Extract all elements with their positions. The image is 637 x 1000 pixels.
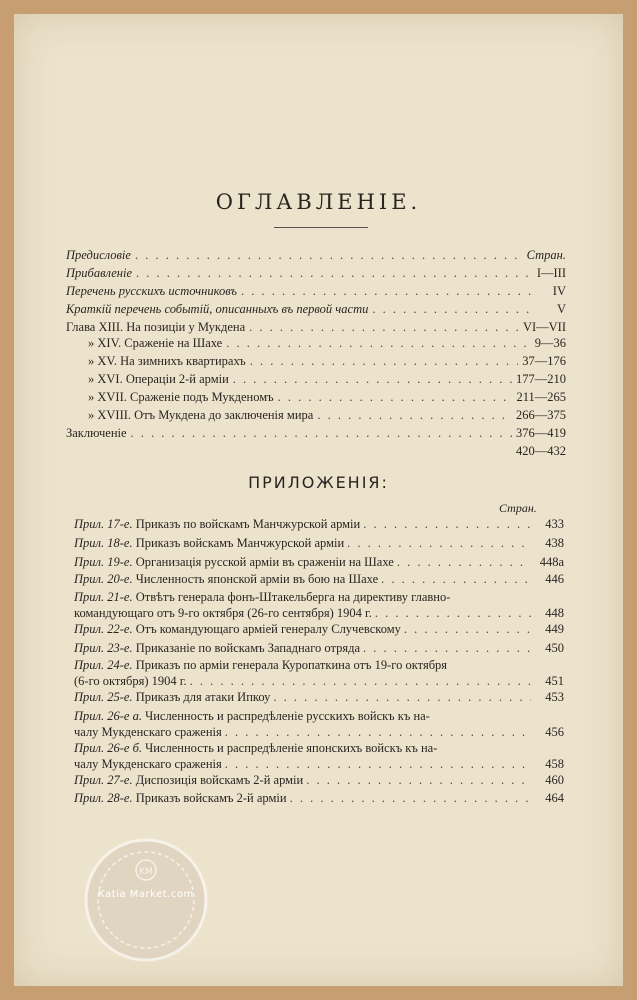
- appendix-page: 448а: [539, 555, 564, 569]
- appendix-prefix: Прил. 28-е.: [74, 791, 133, 805]
- toc-entry-page: 420—432: [516, 444, 566, 458]
- appendix-page: 458: [545, 757, 564, 771]
- appendix-text: Приказъ войскамъ Манчжурской арміи: [132, 536, 345, 550]
- toc-entry-page: 211—265: [516, 390, 566, 404]
- dot-leader: [372, 302, 532, 317]
- toc-entry-label: Прибавленіе: [66, 266, 133, 280]
- toc-entry-label: » XV. На зимнихъ квартирахъ: [88, 354, 246, 368]
- toc-entry-page: I—III: [536, 266, 566, 280]
- dot-leader: [226, 336, 531, 351]
- appendix-text: Отъ командующаго арміей генералу Случевскому: [132, 622, 401, 636]
- appendix-entry: [74, 689, 564, 705]
- appendix-page: 433: [545, 517, 564, 531]
- toc-entry: [66, 426, 566, 441]
- toc-entry: [66, 444, 566, 459]
- appendix-line: [74, 790, 564, 806]
- dot-leader: [136, 266, 532, 281]
- appendix-entry: [74, 571, 564, 587]
- appendix-line: [74, 772, 564, 788]
- appendix-entry: [74, 535, 564, 551]
- dot-leader: [225, 756, 531, 772]
- appendix-entry: [74, 772, 564, 788]
- toc-entry: [66, 390, 566, 405]
- toc-entry-page: Стран.: [526, 248, 566, 262]
- dot-leader: [278, 390, 513, 405]
- appendix-line: [74, 554, 564, 570]
- toc-entry-page: 177—210: [516, 372, 566, 386]
- svg-text:KM: KM: [139, 867, 153, 877]
- appendix-text: Приказъ по войскамъ Манчжурской арміи: [132, 517, 361, 531]
- appendix-entry: [74, 554, 564, 570]
- page-column-header: Стран.: [499, 501, 537, 515]
- appendix-line: [74, 640, 564, 656]
- dot-leader: [190, 673, 531, 689]
- appendix-line: [74, 516, 564, 532]
- appendix-text: Численность и распредѣленіе русскихъ войскъ къ на-: [141, 709, 430, 723]
- dot-leader: [225, 724, 531, 740]
- appendix-text: (6-го октября) 1904 г.: [74, 674, 187, 688]
- toc-entry-page: 376—419: [516, 426, 566, 440]
- toc-entry: [66, 336, 566, 351]
- appendix-prefix: Прил. 21-е.: [74, 590, 133, 604]
- dot-leader: [317, 408, 512, 423]
- toc-entry-label: Перечень русскихъ источниковъ: [66, 284, 237, 298]
- appendix-prefix: Прил. 26-е б.: [74, 741, 142, 755]
- appendix-line: [74, 689, 564, 705]
- appendix-line: [74, 740, 564, 756]
- appendix-text: Приказъ войскамъ 2-й арміи: [132, 791, 287, 805]
- appendix-entry: [74, 621, 564, 637]
- dot-leader: [273, 689, 531, 705]
- appendix-page: 450: [545, 641, 564, 655]
- appendices-title: ПРИЛОЖЕНІЯ:: [248, 473, 389, 492]
- dot-leader: [233, 372, 512, 387]
- appendix-page: 451: [545, 674, 564, 688]
- dot-leader: [347, 535, 531, 551]
- appendix-line: [74, 571, 564, 587]
- dot-leader: [290, 790, 531, 806]
- appendix-prefix: Прил. 18-е.: [74, 536, 133, 550]
- dot-leader: [404, 621, 531, 637]
- appendix-prefix: Прил. 27-е.: [74, 773, 133, 787]
- toc-entry-page: VI—VII: [522, 320, 566, 334]
- appendix-line: [74, 673, 564, 689]
- appendix-page: 460: [545, 773, 564, 787]
- dot-leader: [241, 284, 532, 299]
- dot-leader: [306, 772, 531, 788]
- dot-leader: [250, 354, 519, 369]
- book-page: [14, 14, 623, 986]
- appendix-prefix: Прил. 19-е.: [74, 555, 133, 569]
- appendix-page: 449: [545, 622, 564, 636]
- toc-entry-label: Заключеніе: [66, 426, 127, 440]
- toc-entry: [66, 248, 566, 263]
- appendix-line: [74, 535, 564, 551]
- dot-leader: [375, 605, 531, 621]
- appendix-text: Приказъ по арміи генерала Куропаткина отъ 19-го октября: [132, 658, 448, 672]
- appendix-prefix: Прил. 24-е.: [74, 658, 133, 672]
- watermark-logo: [80, 834, 212, 966]
- toc-entry-label: » XIV. Сраженіе на Шахе: [88, 336, 223, 350]
- toc-title: ОГЛАВЛЕНІЕ.: [215, 190, 422, 214]
- toc-entry-page: 37—176: [522, 354, 566, 368]
- dot-leader: [363, 516, 531, 532]
- appendix-text: командующаго отъ 9-го октября (26-го сентября) 1904 г.: [74, 606, 372, 620]
- toc-entry: [66, 354, 566, 369]
- toc-entry: [66, 408, 566, 423]
- appendix-entry: [74, 790, 564, 806]
- toc-entry-label: Предисловіе: [66, 248, 131, 262]
- toc-entry-label: Глава XIII. На позиціи у Мукдена: [66, 320, 246, 334]
- toc-entry-label: » XVI. Операціи 2-й арміи: [88, 372, 229, 386]
- appendix-line: [74, 708, 564, 724]
- appendix-text: Численность японской арміи въ бою на Шахе: [132, 572, 379, 586]
- appendix-entry: [74, 708, 564, 740]
- appendix-text: Приказаніе по войскамъ Западнаго отряда: [132, 641, 361, 655]
- appendix-prefix: Прил. 20-е.: [74, 572, 133, 586]
- appendix-page: 448: [545, 606, 564, 620]
- appendix-page: 456: [545, 725, 564, 739]
- appendix-text: Численность и распредѣленіе японскихъ войскъ къ на-: [141, 741, 438, 755]
- appendix-entry: [74, 657, 564, 689]
- dot-leader: [397, 554, 531, 570]
- appendix-page: 446: [545, 572, 564, 586]
- toc-entry-page: 266—375: [516, 408, 566, 422]
- appendix-entry: [74, 589, 564, 621]
- appendix-prefix: Прил. 22-е.: [74, 622, 133, 636]
- toc-entry-label: Краткій перечень событій, описанныхъ въ первой части: [66, 302, 369, 316]
- toc-entry-page: IV: [552, 284, 566, 298]
- appendix-text: Приказъ для атаки Ипкоу: [132, 690, 271, 704]
- appendix-line: [74, 621, 564, 637]
- dot-leader: [381, 571, 531, 587]
- title-underline: [274, 227, 368, 228]
- appendix-prefix: Прил. 17-е.: [74, 517, 133, 531]
- appendix-text: Диспозиція войскамъ 2-й арміи: [132, 773, 304, 787]
- appendix-entry: [74, 516, 564, 532]
- toc-entry: [66, 302, 566, 317]
- dot-leader: [363, 640, 531, 656]
- appendix-line: [74, 605, 564, 621]
- dot-leader: [249, 320, 519, 335]
- appendix-page: 453: [545, 690, 564, 704]
- appendix-text: чалу Мукденскаго сраженія: [74, 725, 222, 739]
- toc-entry: [66, 284, 566, 299]
- appendix-line: [74, 657, 564, 673]
- dot-leader: [135, 248, 523, 263]
- toc-entry-page: V: [556, 302, 566, 316]
- watermark-text: Katia Market.com: [98, 889, 194, 900]
- appendix-prefix: Прил. 23-е.: [74, 641, 133, 655]
- appendix-line: [74, 589, 564, 605]
- appendix-page: 464: [545, 791, 564, 805]
- appendix-entry: [74, 740, 564, 772]
- toc-entry-label: » XVIII. Отъ Мукдена до заключенія мира: [88, 408, 314, 422]
- dot-leader: [131, 426, 512, 441]
- appendix-prefix: Прил. 25-е.: [74, 690, 133, 704]
- appendix-text: Отвѣтъ генерала фонъ-Штакельберга на директиву главно-: [132, 590, 451, 604]
- toc-entry: [66, 372, 566, 387]
- appendix-page: 438: [545, 536, 564, 550]
- toc-entry: [66, 266, 566, 281]
- appendix-line: [74, 756, 564, 772]
- appendix-line: [74, 724, 564, 740]
- toc-entry-label: » XVII. Сраженіе подъ Мукденомъ: [88, 390, 274, 404]
- appendix-prefix: Прил. 26-е а.: [74, 709, 142, 723]
- appendix-text: чалу Мукденскаго сраженія: [74, 757, 222, 771]
- toc-entry: [66, 320, 566, 335]
- appendix-entry: [74, 640, 564, 656]
- appendix-text: Организація русской арміи въ сраженіи на Шахе: [132, 555, 394, 569]
- toc-entry-page: 9—36: [534, 336, 566, 350]
